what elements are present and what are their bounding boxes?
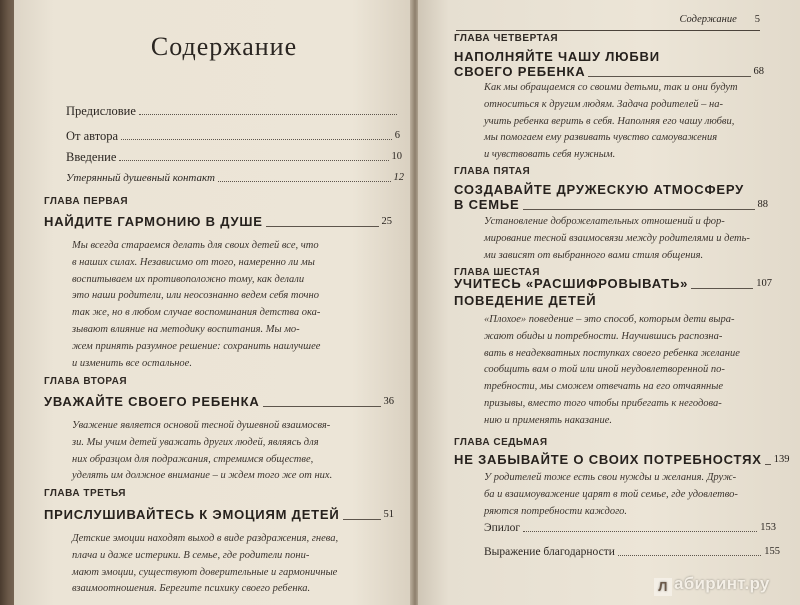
chapter-2-label: ГЛАВА ВТОРАЯ	[44, 376, 128, 387]
toc-entry-epilogue: Эпилог 153	[484, 522, 776, 534]
chapter-4-label: ГЛАВА ЧЕТВЕРТАЯ	[454, 33, 559, 44]
chapter-3-description: Детские эмоции находят выход в виде раздражения, гнева, плача и даже истерики. В семье, где родители пони- мают эмоции, существуют доверительные и гармоничные взаимоотношения. Берегите психику своего ребенка.	[72, 533, 339, 595]
toc-entry-introduction: Введение 10	[66, 150, 402, 164]
chapter-5-title-line-1: СОЗДАВАЙТЕ ДРУЖЕСКУЮ АТМОСФЕРУ	[454, 182, 745, 197]
chapter-3-title: ПРИСЛУШИВАЙТЕСЬ К ЭМОЦИЯМ ДЕТЕЙ 51	[44, 507, 394, 522]
labirint-watermark: Л абиринт.ру	[654, 574, 770, 596]
chapter-4-title-line-1: НАПОЛНЯЙТЕ ЧАШУ ЛЮБВИ	[454, 49, 660, 64]
chapter-5-label: ГЛАВА ПЯТАЯ	[454, 166, 531, 177]
chapter-2-title: УВАЖАЙТЕ СВОЕГО РЕБЕНКА 36	[44, 394, 394, 409]
chapter-5-description: Установление доброжелательных отношений и фор- мирование тесной взаимосвязи между родителями и деть- ми зависят от выбранного вами стиля общения.	[484, 216, 750, 261]
chapter-6-label: ГЛАВА ШЕСТАЯ	[454, 267, 540, 278]
toc-entry-preface: Предисловие	[66, 104, 400, 118]
toc-entry-author: От автора 6	[66, 129, 400, 143]
chapter-6-title-line-1: УЧИТЕСЬ «РАСШИФРОВЫВАТЬ» 107	[454, 276, 772, 291]
chapter-5-title-line-2: В СЕМЬЕ 88	[454, 197, 768, 212]
page-title: Содержание	[150, 32, 298, 61]
chapter-4-title-line-2: СВОЕГО РЕБЕНКА 68	[454, 64, 764, 79]
chapter-1-label: ГЛАВА ПЕРВАЯ	[44, 196, 129, 207]
chapter-7-label: ГЛАВА СЕДЬМАЯ	[454, 437, 548, 448]
running-head: Содержание 5	[456, 14, 760, 31]
left-page	[14, 0, 412, 605]
chapter-2-description: Уважение является основой тесной душевной взаимосвя- зи. Мы учим детей уважать других людей, являясь для них образцом для подражания, стремимся обществе, уделять им должное внимание – и ждем того же от них.	[72, 420, 333, 482]
chapter-6-title-line-2: ПОВЕДЕНИЕ ДЕТЕЙ	[454, 293, 597, 308]
labirint-logo-icon: Л	[654, 578, 672, 596]
chapter-6-description: «Плохое» поведение – это способ, которым дети выра- жают обиды и потребности. Научившись распозна- вать в неадекватных поступках своего ребенка желание сообщить вам о той или иной неудовлетворенной по- требности, мы сможем отвечать на его отчаянные призывы, вместо того чтобы прибегать к негодова- нию и применять наказание.	[484, 314, 740, 426]
chapter-4-description: Как мы обращаемся со своими детьми, так и они будут относиться к другим людям. Задача родителей – на- учить ребенка верить в себя. Наполняя его чашу любви, мы помогаем ему развивать чувство самоуважения и чувствовать себя нужным.	[484, 82, 738, 161]
chapter-7-title: НЕ ЗАБЫВАЙТЕ О СВОИХ ПОТРЕБНОСТЯХ 139	[454, 452, 790, 467]
chapter-1-title: НАЙДИТЕ ГАРМОНИЮ В ДУШЕ 25	[44, 214, 392, 229]
chapter-1-description: Мы всегда стараемся делать для своих детей все, что в наших силах. Независимо от того, намеренно ли мы воспитываем их противоположно тому, как делали это наши родители, или неосознанно ведем себя точно так же, но в любом случае воспоминания детства ока- зывают влияние на методику воспитания. Мы мо- жем принять разумное решение: сохранить наилучшее и изменить все остальное.	[72, 240, 321, 369]
chapter-7-description: У родителей тоже есть свои нужды и желания. Друж- ба и взаимоуважение царят в той семье, где удовлетво- ряются потребности каждого.	[484, 472, 738, 517]
page-number: 5	[754, 14, 760, 25]
toc-entry-acknowledgements: Выражение благодарности 155	[484, 546, 780, 558]
chapter-3-label: ГЛАВА ТРЕТЬЯ	[44, 488, 126, 499]
toc-entry-lost-contact: Утерянный душевный контакт 12	[66, 172, 404, 184]
